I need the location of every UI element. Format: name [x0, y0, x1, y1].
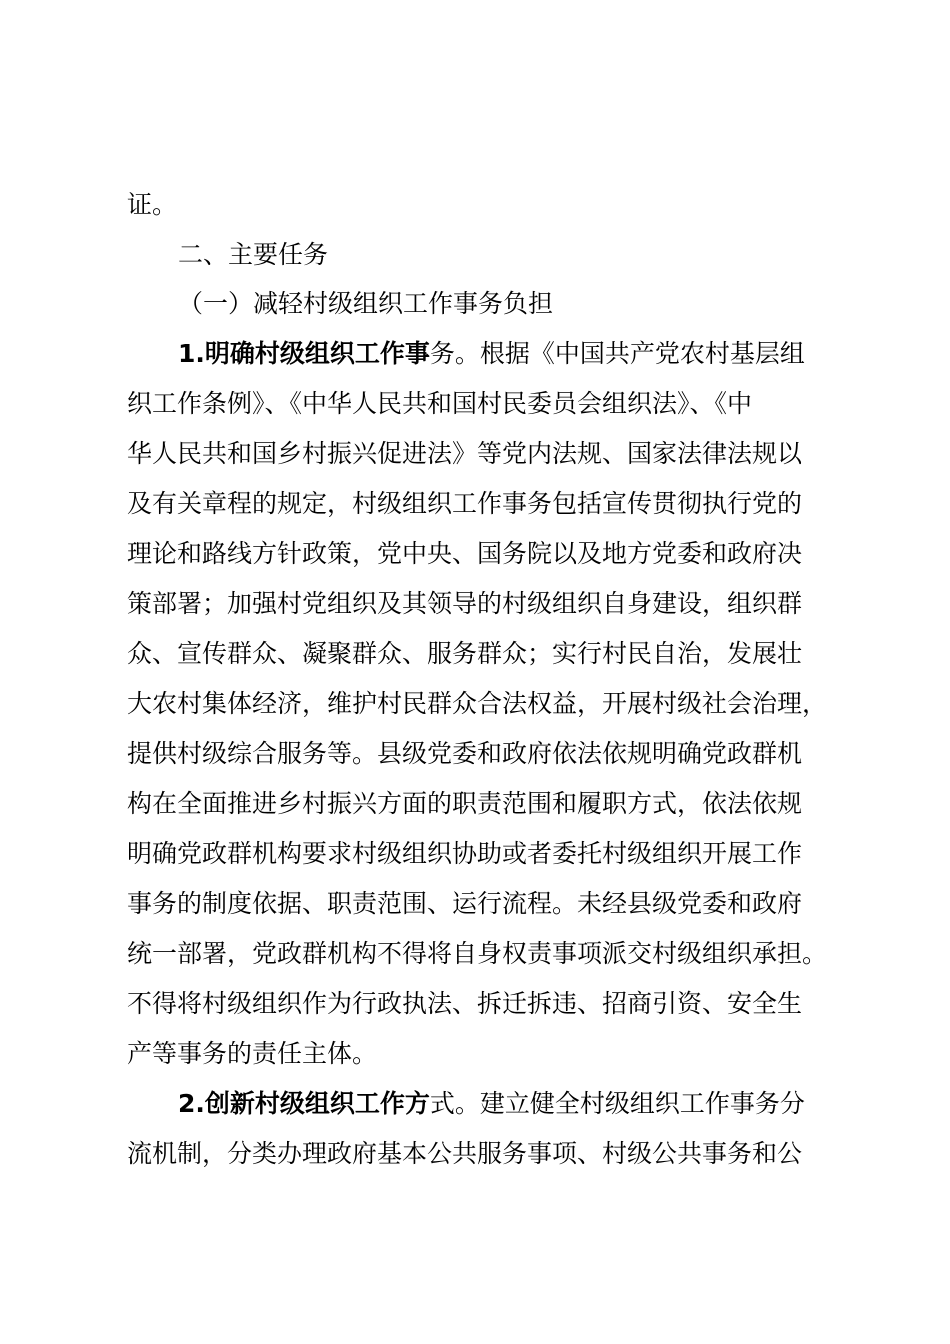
text-line-9: 策部署；加强村党组织及其领导的村级组织自身建设，组织群 — [127, 589, 803, 618]
text-line-15: 事务的制度依据、职责范围、运行流程。未经县级党委和政府 — [127, 889, 803, 918]
text-line-5: 织工作条例》、《中华人民共和国村民委员会组织法》、《中 — [127, 389, 753, 418]
item-2-text: 式。建立健全村级组织工作事务分 — [429, 1089, 805, 1118]
item-1-text: 务。根据《中国共产党农村基层组 — [429, 339, 805, 368]
text-line-18: 产等事务的责任主体。 — [127, 1039, 378, 1068]
text-line-11: 大农村集体经济，维护村民群众合法权益，开展村级社会治理， — [127, 689, 828, 718]
text-line-12: 提供村级综合服务等。县级党委和政府依法依规明确党政群机 — [127, 739, 803, 768]
item-1-heading: 1.明确村级组织工作事 — [178, 339, 430, 368]
text-line-7: 及有关章程的规定，村级组织工作事务包括宣传贯彻执行党的 — [127, 489, 803, 518]
text-line-17: 不得将村级组织作为行政执法、拆迁拆违、招商引资、安全生 — [127, 989, 803, 1018]
text-line-8: 理论和路线方针政策，党中央、国务院以及地方党委和政府决 — [127, 539, 803, 568]
text-line-1: 证。 — [127, 190, 178, 219]
section-heading-main-tasks: 二、主要任务 — [178, 240, 329, 269]
subsection-heading-1: （一）减轻村级组织工作事务负担 — [178, 289, 554, 318]
text-line-10: 众、宣传群众、凝聚群众、服务群众；实行村民自治，发展壮 — [127, 639, 803, 668]
item-2-first-line — [178, 1089, 805, 1119]
text-line-14: 明确党政群机构要求村级组织协助或者委托村级组织开展工作 — [127, 839, 803, 868]
item-1-first-line — [178, 339, 805, 369]
text-line-20: 流机制，分类办理政府基本公共服务事项、村级公共事务和公 — [127, 1139, 803, 1168]
text-line-16: 统一部署，党政群机构不得将自身权责事项派交村级组织承担。 — [127, 939, 828, 968]
text-line-6: 华人民共和国乡村振兴促进法》等党内法规、国家法律法规以 — [127, 439, 803, 468]
item-2-heading: 2.创新村级组织工作方 — [178, 1089, 430, 1118]
text-line-13: 构在全面推进乡村振兴方面的职责范围和履职方式，依法依规 — [127, 789, 803, 818]
